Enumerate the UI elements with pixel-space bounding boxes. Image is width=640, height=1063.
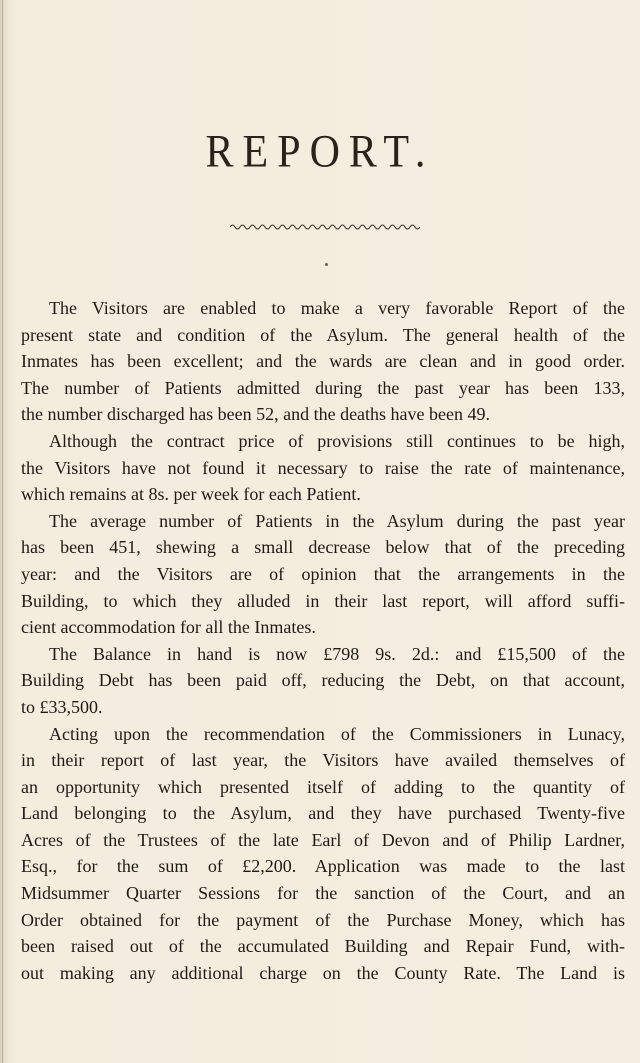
text-line: year: and the Visitors are of opinion that the arrangements in the xyxy=(21,563,625,584)
decorative-wavy-rule xyxy=(230,222,420,232)
text-line: The Visitors are enabled to make a very favorable Report of the xyxy=(49,298,625,318)
text-line: in their report of last year, the Visitors have availed themselves of xyxy=(21,750,625,771)
text-line: an opportunity which presented itself of adding to the quantity of xyxy=(21,776,625,797)
text-line: Order obtained for the payment of the Purchase Money, which has xyxy=(21,909,625,930)
text-line: The number of Patients admitted during the past year has been 133, xyxy=(21,377,625,398)
page-title: REPORT. xyxy=(205,126,435,178)
decorative-dot xyxy=(325,263,328,266)
text-line: Land belonging to the Asylum, and they have purchased Twenty-five xyxy=(21,803,625,824)
text-line: Although the contract price of provisions still continues to be high, xyxy=(49,430,625,451)
text-line: present state and condition of the Asylum. The general health of the xyxy=(21,324,625,345)
text-line: Inmates has been excellent; and the wards are clean and in good order. xyxy=(21,351,625,372)
report-body xyxy=(21,295,625,986)
text-line: The average number of Patients in the Asylum during the past year xyxy=(49,510,625,531)
text-line: Building Debt has been paid off, reducing the Debt, on that account, xyxy=(21,670,625,691)
text-line: Midsummer Quarter Sessions for the sanction of the Court, and an xyxy=(21,883,625,904)
text-line: Acres of the Trustees of the late Earl of Devon and of Philip Lardner, xyxy=(21,829,625,850)
text-line: has been 451, shewing a small decrease below that of the preceding xyxy=(21,537,625,558)
text-line: Esq., for the sum of £2,200. Application was made to the last xyxy=(21,856,625,877)
text-line: the Visitors have not found it necessary to raise the rate of maintenance, xyxy=(21,457,625,478)
text-line: out making any additional charge on the County Rate. The Land is xyxy=(21,962,625,983)
text-line: Building, to which they alluded in their last report, will afford suffi- xyxy=(21,590,625,611)
text-line: to £33,500. xyxy=(21,696,103,717)
text-line: cient accommodation for all the Inmates. xyxy=(21,617,316,638)
text-line: which remains at 8s. per week for each Patient. xyxy=(21,484,361,505)
text-line: the number discharged has been 52, and the deaths have been 49. xyxy=(21,404,491,425)
text-line: The Balance in hand is now £798 9s. 2d.: and £15,500 of the xyxy=(49,643,625,664)
text-line: Acting upon the recommendation of the Commissioners in Lunacy, xyxy=(49,723,625,744)
text-line: been raised out of the accumulated Building and Repair Fund, with- xyxy=(21,936,625,957)
